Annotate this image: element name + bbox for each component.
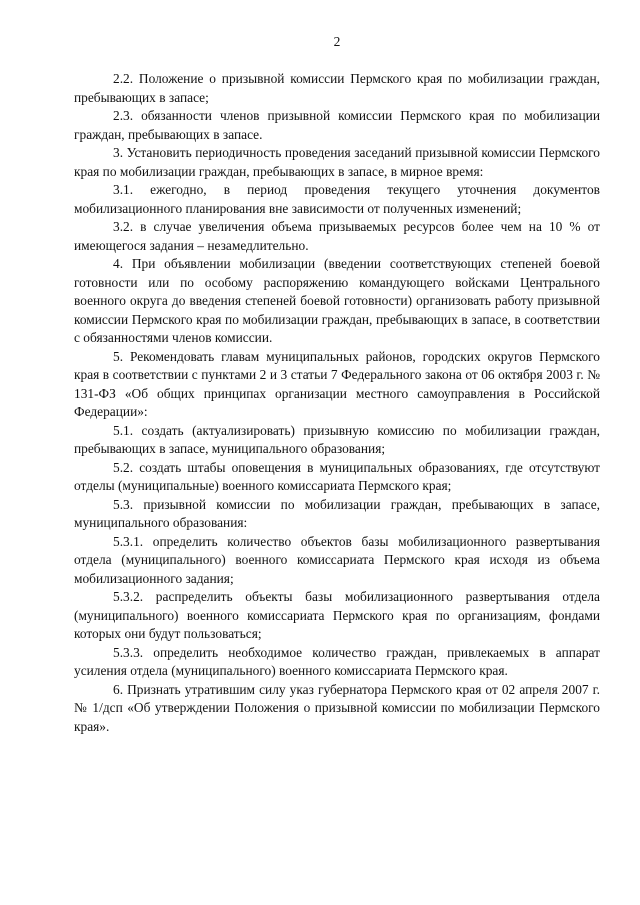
page-number: 2: [333, 34, 341, 49]
paragraph-2-3: 2.3. обязанности членов призывной комиссии Пермского края по мобилизации граждан, пребывающих в запасе.: [74, 108, 600, 142]
paragraph-3-1: 3.1. ежегодно, в период проведения текущего уточнения документов мобилизационного планирования вне зависимости от полученных изменений;: [74, 182, 600, 216]
paragraph-2-2: 2.2. Положение о призывной комиссии Пермского края по мобилизации граждан, пребывающих в запасе;: [74, 71, 600, 105]
paragraph-5-3: 5.3. призывной комиссии по мобилизации граждан, пребывающих в запасе, муниципального образования:: [74, 496, 600, 530]
paragraph-3-2: 3.2. в случае увеличения объема призываемых ресурсов более чем на 10 % от имеющегося задания – незамедлительно.: [74, 219, 600, 253]
paragraph-5-1: 5.1. создать (актуализировать) призывную комиссию по мобилизации граждан, пребывающих в запасе, муниципального образования;: [74, 422, 600, 456]
paragraph-5-2: 5.2. создать штабы оповещения в муниципальных образованиях, где отсутствуют отделы (муниципальные) военного комиссариата Пермского края;: [74, 459, 600, 493]
paragraph-5: 5. Рекомендовать главам муниципальных районов, городских округов Пермского края в соответствии с пунктами 2 и 3 статьи 7 Федерального закона от 06 октября 2003 г. № 131-ФЗ «Об общих принципах организации местного самоуправления в Российской Федерации»:: [74, 348, 600, 419]
paragraph-5-3-1: 5.3.1. определить количество объектов базы мобилизационного развертывания отдела (муниципального) военного комиссариата Пермского края исходя из объема мобилизационного задания;: [74, 533, 600, 586]
paragraph-3: 3. Установить периодичность проведения заседаний призывной комиссии Пермского края по мобилизации граждан, пребывающих в запасе, в мирное время:: [74, 145, 600, 179]
paragraph-4: 4. При объявлении мобилизации (введении соответствующих степеней боевой готовности или по особому распоряжению командующего войсками Центрального военного округа до введения степеней боевой готовности) организовать работу призывной комиссии Пермского края по мобилизации граждан, пребывающих в запасе, в соответствии с обязанностями членов комиссии.: [74, 256, 600, 345]
paragraph-6: 6. Признать утратившим силу указ губернатора Пермского края от 02 апреля 2007 г. № 1/дсп «Об утверждении Положения о призывной комиссии по мобилизации Пермского края».: [74, 681, 600, 734]
paragraph-5-3-2: 5.3.2. распределить объекты базы мобилизационного развертывания отдела (муниципального) военного комиссариата Пермского края по организациям, фондами которых они будут пользоваться;: [74, 589, 600, 641]
paragraph-5-3-3: 5.3.3. определить необходимое количество граждан, привлекаемых в аппарат усиления отдела (муниципального) военного комиссариата Пермского края.: [74, 644, 600, 678]
